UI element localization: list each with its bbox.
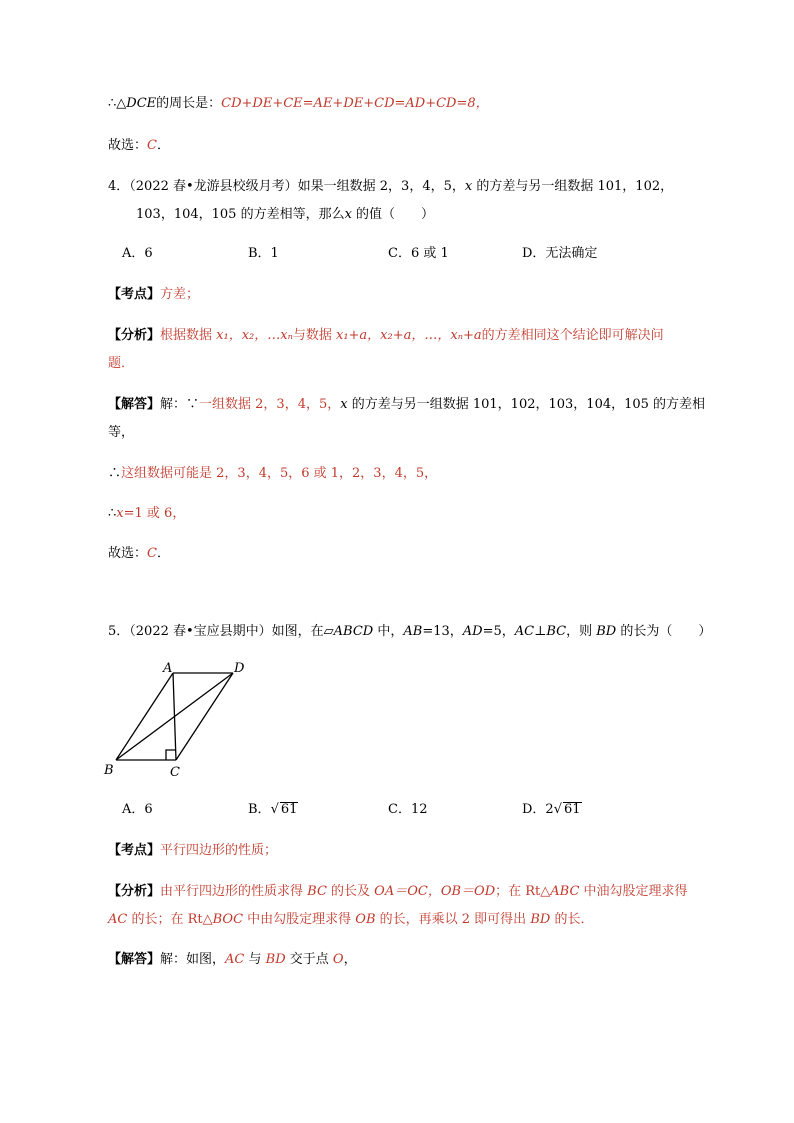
option-b-radicand: 61 [280,802,298,817]
q5-option-a: A．6 [122,802,153,817]
fenxi-e: 的长；在 Rt△ [127,912,213,927]
q4-option-b: B．1 [248,246,279,261]
vertex-label-c: C [170,765,180,780]
jieda-ac: AC [225,952,245,967]
fenxi-tag: 【分析】 [108,328,161,343]
jieda-text-d: 等， [108,425,135,440]
fenxi-a: 由平行四边形的性质求得 [160,884,308,899]
answer-value: C [147,138,157,153]
perpendicular-symbol: ⊥ [534,624,547,639]
fenxi-oa: OA＝OC，OB＝OD [374,884,496,899]
q4-var-x: x [464,179,473,194]
q4-stem-text: 4．（2022 春•龙游县校级月考）如果一组数据 2，3，4，5， [108,179,465,194]
q4-option-c: C．6 或 1 [388,246,449,261]
perimeter-label: 的周长是： [156,96,222,111]
jieda-text-b: 一组数据 2，3，4，5， [199,397,341,412]
q4-stem-text2: 103，104，105 的方差相等，那么 [136,207,345,222]
q5-fenxi-line2 [108,910,593,930]
kaodian-tag: 【考点】 [108,287,161,302]
vertex-label-d: D [234,661,245,676]
fenxi-abc: ABC [550,884,580,899]
fenxi-text-a: 根据数据 [160,328,217,343]
fenxi-c: ；在 Rt△ [495,884,551,899]
fenxi-text-c: 与数据 [292,328,336,343]
triangle-name: DCE [126,96,157,111]
q5-bc: BC [546,624,567,639]
kaodian-tag: 【考点】 [108,843,161,858]
jieda-d: ， [343,952,357,967]
fenxi-d: 中油勾股定理求得 [579,884,688,899]
vertex-label-b: B [104,763,114,778]
fenxi-g: 的长，再乘以 2 即可得出 [375,912,531,927]
fenxi-bc: BC [307,884,327,899]
answer-value: C [147,546,157,561]
fenxi-f: 中由勾股定理求得 [243,912,356,927]
jieda-text-line3: 这组数据可能是 2，3，4，5，6 或 1，2，3，4，5， [121,466,438,481]
q4-fenxi-line2 [108,354,134,374]
q5-text-d: =5， [482,624,515,639]
jieda-a: 解：如图， [160,952,226,967]
q4-stem-line1 [108,177,673,197]
q4-var-x2: x [344,207,352,222]
sqrt-icon: √ [553,802,562,817]
q4-jieda-line4 [108,504,185,524]
option-d-radicand: 61 [564,802,581,817]
q5-ab: AB [403,624,423,639]
answer-label: 故选： [108,138,148,153]
fenxi-b: 的长及 [326,884,375,899]
jieda-text-c: 的方差与另一组数据 101，102，103，104，105 的方差相 [347,397,706,412]
q5-option-d [522,800,582,820]
fenxi-ob: OB [355,912,376,927]
q5-text-c: =13， [422,624,463,639]
answer-end: ． [156,546,170,561]
fenxi-ac: AC [108,912,128,927]
q4-jieda-line3 [108,464,437,484]
fenxi-vars-d: x₁+a，x₂+a，…，xₙ+a [335,328,482,343]
diagonal-bd [116,673,233,760]
answer-line-prev [108,136,170,156]
q5-option-b [248,800,298,820]
q5-ad: AD [462,624,483,639]
q4-fenxi-line1 [108,326,664,346]
q4-option-d: D．无法确定 [522,246,598,261]
q4-answer-line [108,544,170,564]
option-b-prefix: B． [248,802,271,817]
q5-bd: BD [596,624,617,639]
fenxi-text-e: 的方差相同这个结论即可解决问 [481,328,664,343]
kaodian-text: 方差； [160,287,200,302]
q5-fenxi-line1 [108,882,688,902]
q5-stem-line1 [108,622,711,642]
jieda-tag: 【解答】 [108,397,161,412]
option-d-prefix: D．2 [522,802,554,817]
jieda-bd: BD [265,952,286,967]
jieda-text-a: 解：∵ [160,397,200,412]
q5-parallelogram: ▱ABCD [323,624,374,639]
fenxi-bd: BD [530,912,551,927]
therefore-symbol: ∴ [108,466,122,481]
fenxi-h: 的长． [550,912,594,927]
q5-text-a: 5．（2022 春•宝应县期中）如图，在 [108,624,324,639]
q5-ac: AC [514,624,535,639]
perimeter-expression: CD+DE+CE=AE+DE+CD=AD+CD=8， [221,96,489,111]
jieda-tag: 【解答】 [108,952,161,967]
fenxi-text-f: 题． [108,356,135,371]
right-angle-mark [166,750,176,760]
q5-text-f: 的长为（ ） [616,624,712,639]
therefore-symbol: ∴ [108,506,117,521]
q4-stem-line2 [136,205,434,225]
q5-jieda-line1 [108,950,357,970]
q4-option-a: A．6 [122,246,153,261]
answer-end: ． [156,138,170,153]
q4-stem-text2-rest: 的值（ ） [351,207,435,222]
fenxi-boc: BOC [212,912,244,927]
q5-text-b: 中， [373,624,404,639]
q5-kaodian [108,841,277,861]
kaodian-text: 平行四边形的性质； [160,843,278,858]
jieda-c: 交于点 [285,952,333,967]
jieda-var-x: x [116,506,124,521]
diagonal-ac [173,673,176,760]
q5-option-c: C．12 [388,802,428,817]
fenxi-vars-b: x₁，x₂，…xₙ [216,328,293,343]
therefore-symbol: ∴△ [108,96,127,111]
edge-dc [176,673,233,760]
q4-stem-text-rest: 的方差与另一组数据 101，102， [472,179,674,194]
q4-jieda-line1 [108,395,705,415]
sqrt-icon: √ [270,802,279,817]
jieda-var-x: x [340,397,348,412]
q4-jieda-line2 [108,423,134,443]
q5-text-e: ，则 [566,624,597,639]
jieda-o: O [332,952,344,967]
jieda-b: 与 [244,952,266,967]
fenxi-tag: 【分析】 [108,884,161,899]
edge-ab [116,673,173,760]
jieda-text-line4: =1 或 6， [123,506,186,521]
answer-label: 故选： [108,546,148,561]
vertex-label-a: A [163,661,173,676]
perimeter-line [108,94,489,114]
q4-kaodian [108,285,199,305]
